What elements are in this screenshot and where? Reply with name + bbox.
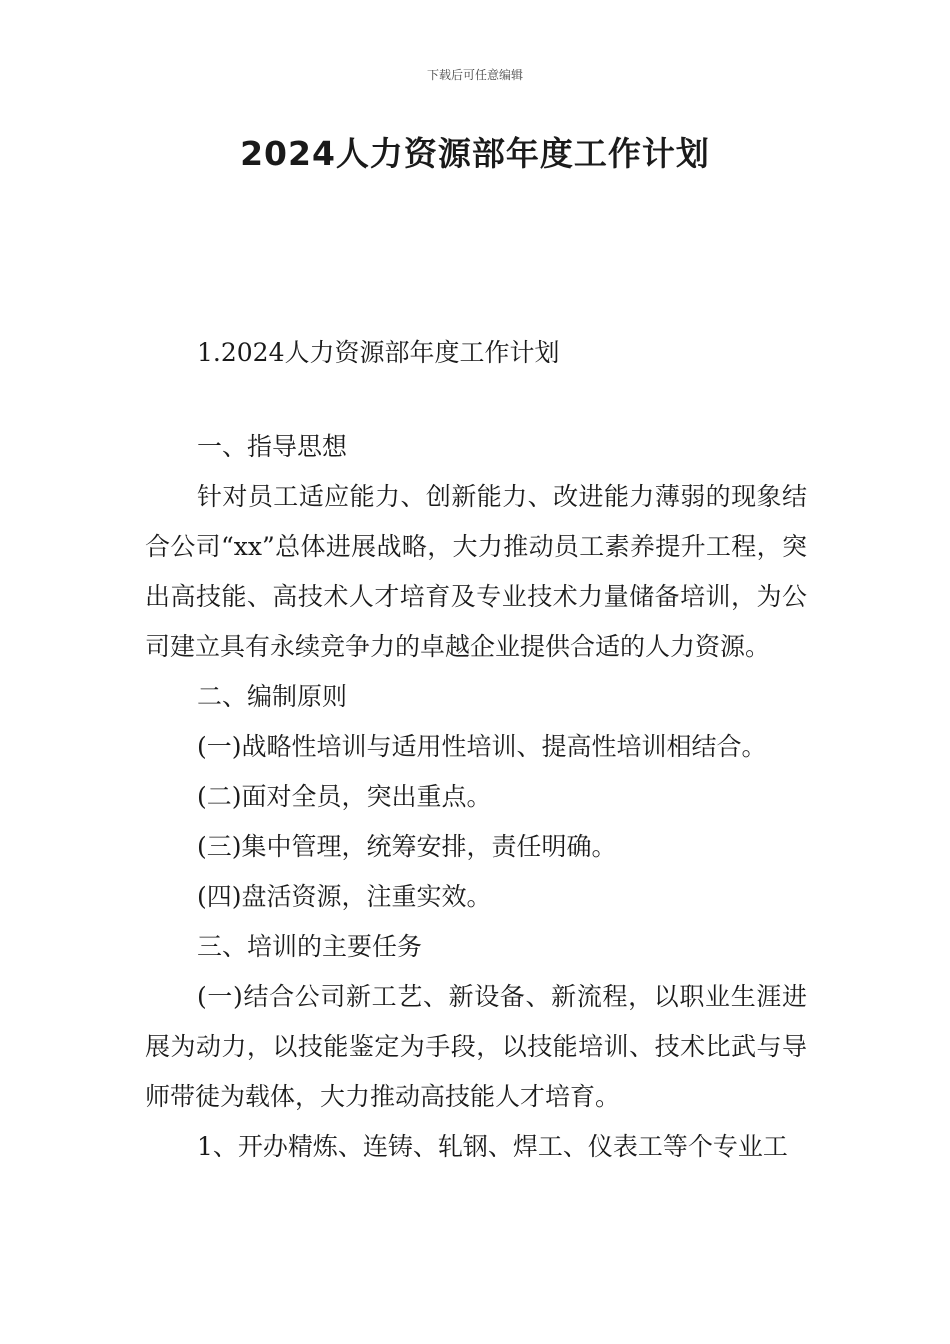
- heading-main-tasks: 三、培训的主要任务: [197, 932, 423, 961]
- principle-item-3: (三)集中管理，统筹安排，责任明确。: [197, 832, 617, 861]
- section-subtitle: 1.2024人力资源部年度工作计划: [197, 338, 560, 367]
- principle-item-2: (二)面对全员，突出重点。: [197, 782, 492, 811]
- document-title: 2024人力资源部年度工作计划: [240, 134, 710, 173]
- header-note: 下载后可任意编辑: [426, 68, 523, 82]
- principle-item-4: (四)盘活资源，注重实效。: [197, 882, 492, 911]
- document-body: [145, 422, 807, 1172]
- task-item-1: 1、开办精炼、连铸、轧钢、焊工、仪表工等个专业工: [197, 1132, 788, 1161]
- heading-guiding-thought: 一、指导思想: [197, 432, 348, 461]
- paragraph-guiding-thought: 针对员工适应能力、创新能力、改进能力薄弱的现象结合公司“xx”总体进展战略，大力推动员工素养提升工程，突出高技能、高技术人才培育及专业技术力量储备培训，为公司建立具有永续竞争力的卓越企业提供合适的人力资源。: [145, 482, 807, 661]
- heading-principles: 二、编制原则: [197, 682, 348, 711]
- principle-item-1: (一)战略性培训与适用性培训、提高性培训相结合。: [197, 732, 767, 761]
- section-subtitle-block: [145, 328, 807, 378]
- task-paragraph-1: (一)结合公司新工艺、新设备、新流程，以职业生涯进展为动力，以技能鉴定为手段，以技能培训、技术比武与导师带徒为载体，大力推动高技能人才培育。: [145, 982, 807, 1111]
